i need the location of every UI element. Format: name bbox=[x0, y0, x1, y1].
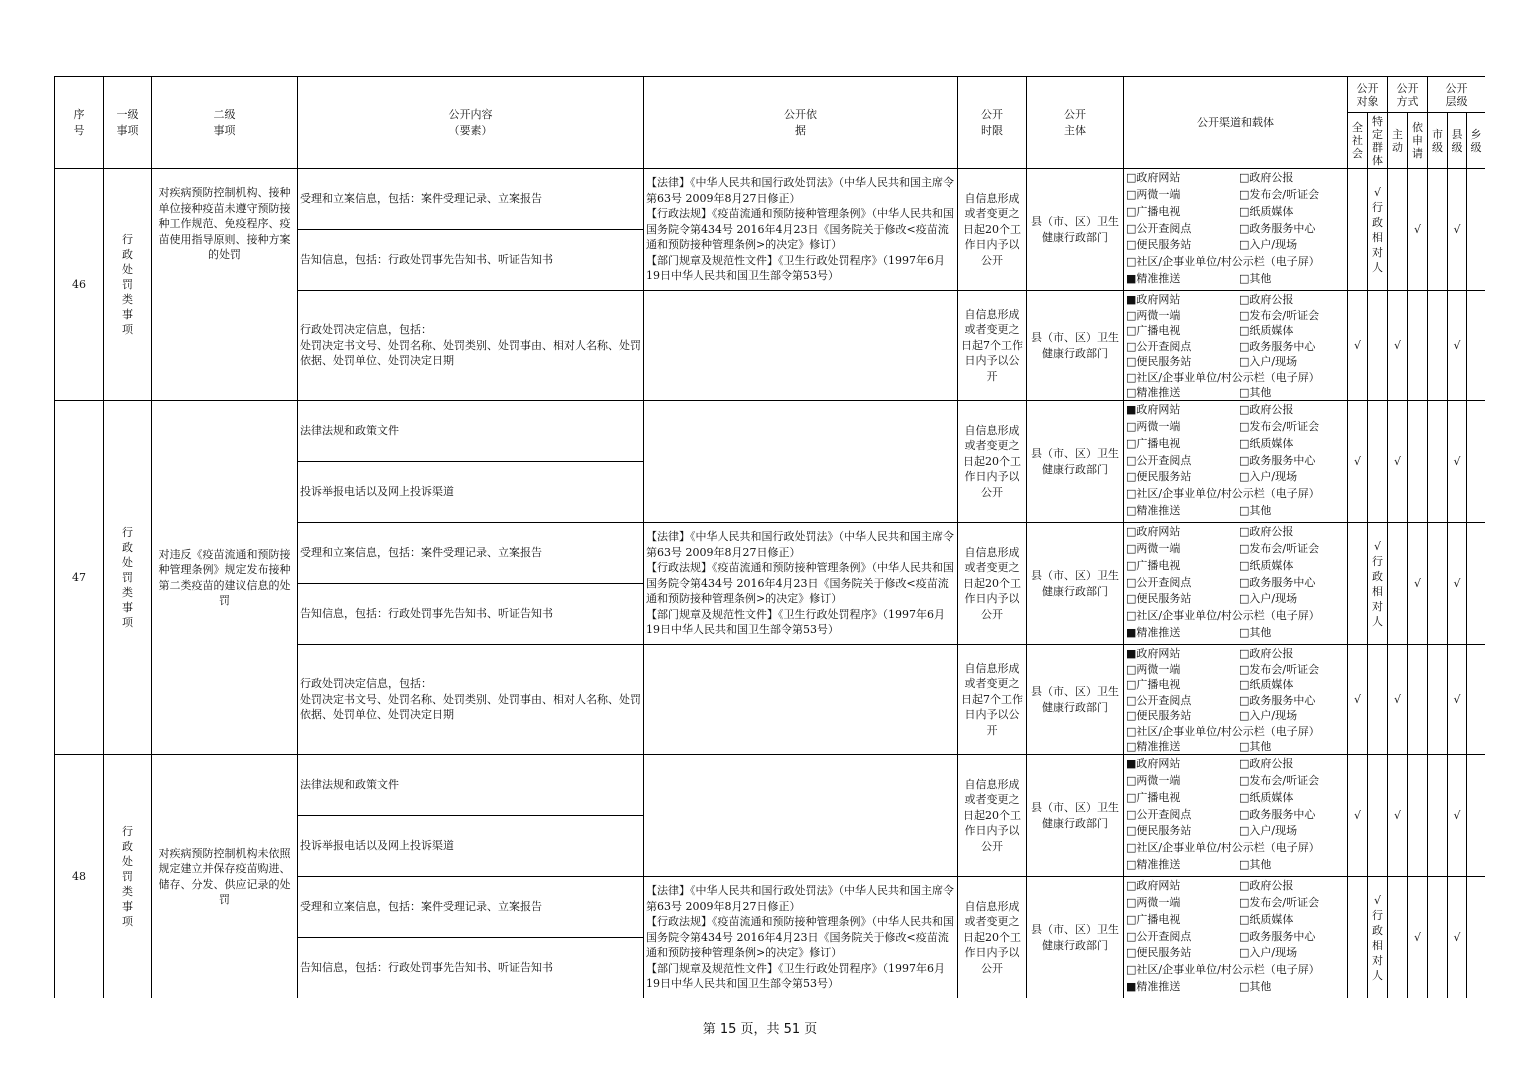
channel-option: □其他 bbox=[1239, 626, 1272, 640]
item-seq: 47 bbox=[55, 401, 104, 755]
deadline: 自信息形成或者变更之日起7个工作日内予以公开 bbox=[958, 291, 1027, 401]
level-county-mark: √ bbox=[1448, 169, 1467, 291]
target-all-mark bbox=[1348, 169, 1368, 291]
channel-option: □政务服务中心 bbox=[1239, 221, 1316, 235]
channel-option: □发布会/听证会 bbox=[1239, 541, 1320, 555]
channel-option: □便民服务站 bbox=[1126, 709, 1192, 722]
channel-option: □公开查阅点 bbox=[1126, 929, 1192, 943]
header-method-request: 依申请 bbox=[1408, 113, 1428, 169]
channel-option: □便民服务站 bbox=[1126, 592, 1192, 606]
method-active-mark bbox=[1388, 169, 1408, 291]
channel-option: □便民服务站 bbox=[1126, 238, 1192, 252]
channel-list bbox=[1124, 523, 1348, 645]
item-seq: 46 bbox=[55, 169, 104, 401]
channel-list bbox=[1124, 401, 1348, 523]
item-seq: 48 bbox=[55, 755, 104, 999]
channel-option: □精准推送 bbox=[1126, 858, 1181, 872]
header-level-town: 乡级 bbox=[1467, 113, 1486, 169]
channel-option: □纸质媒体 bbox=[1239, 324, 1294, 337]
level-town-mark bbox=[1467, 523, 1486, 645]
channel-option: □入户/现场 bbox=[1239, 946, 1298, 960]
channel-option: □政务服务中心 bbox=[1239, 807, 1316, 821]
method-request-mark bbox=[1408, 401, 1428, 523]
deadline: 自信息形成或者变更之日起20个工作日内予以公开 bbox=[958, 755, 1027, 877]
channel-option: ■精准推送 bbox=[1126, 980, 1181, 994]
target-specific-mark bbox=[1368, 523, 1388, 645]
item-category: 行政处罚类事项 bbox=[104, 401, 152, 755]
subject: 县（市、区）卫生健康行政部门 bbox=[1027, 877, 1124, 999]
channel-list bbox=[1124, 291, 1348, 401]
channel-option: □精准推送 bbox=[1126, 504, 1181, 518]
item-category: 行政处罚类事项 bbox=[104, 169, 152, 401]
header-method-group: 公开方式 bbox=[1388, 77, 1428, 113]
channel-list bbox=[1124, 755, 1348, 877]
channel-option: □政府公报 bbox=[1239, 403, 1294, 416]
channel-option: ■政府网站 bbox=[1126, 403, 1181, 416]
subject: 县（市、区）卫生健康行政部门 bbox=[1027, 755, 1124, 877]
channel-option: □政府网站 bbox=[1126, 525, 1181, 538]
channel-option: □政府公报 bbox=[1239, 879, 1294, 892]
check-mark: √ bbox=[1373, 893, 1381, 907]
channel-option: □广播电视 bbox=[1126, 678, 1181, 691]
content-law: 法律法规和政策文件 bbox=[298, 401, 644, 462]
channel-option: □其他 bbox=[1239, 386, 1272, 399]
item-category: 行政处罚类事项 bbox=[104, 755, 152, 999]
check-mark: √ bbox=[1373, 539, 1381, 553]
method-request-mark: √ bbox=[1408, 523, 1428, 645]
content-accept: 受理和立案信息，包括：案件受理记录、立案报告 bbox=[298, 523, 644, 584]
deadline: 自信息形成或者变更之日起20个工作日内予以公开 bbox=[958, 401, 1027, 523]
channel-option: □社区/企事业单位/村公示栏（电子屏） bbox=[1126, 487, 1320, 501]
channel-option: □政务服务中心 bbox=[1239, 575, 1316, 589]
channel-option: □发布会/听证会 bbox=[1239, 308, 1320, 322]
header-seq: 序号 bbox=[55, 77, 104, 169]
channel-option: □两微一端 bbox=[1126, 419, 1181, 433]
check-mark: √ bbox=[1373, 185, 1381, 199]
target-specific-mark bbox=[1368, 877, 1388, 999]
level-county-mark: √ bbox=[1448, 401, 1467, 523]
header-method-active: 主动 bbox=[1388, 113, 1408, 169]
content-accept: 受理和立案信息，包括：案件受理记录、立案报告 bbox=[298, 169, 644, 230]
deadline: 自信息形成或者变更之日起20个工作日内予以公开 bbox=[958, 169, 1027, 291]
channel-option: □政府公报 bbox=[1239, 525, 1294, 538]
channel-option: ■政府网站 bbox=[1126, 293, 1181, 306]
header-content: 公开内容（要素） bbox=[298, 77, 644, 169]
channel-option: □入户/现场 bbox=[1239, 824, 1298, 838]
channel-option: □入户/现场 bbox=[1239, 238, 1298, 252]
channel-option: □发布会/听证会 bbox=[1239, 419, 1320, 433]
item-name: 对疾病预防控制机构、接种单位接种疫苗未遵守预防接种工作规范、免疫程序、疫苗使用指导原则、接种方案的处罚 bbox=[152, 169, 298, 401]
subject: 县（市、区）卫生健康行政部门 bbox=[1027, 169, 1124, 291]
level-town-mark bbox=[1467, 291, 1486, 401]
channel-option: □两微一端 bbox=[1126, 773, 1181, 787]
content-complaint: 投诉举报电话以及网上投诉渠道 bbox=[298, 462, 644, 523]
channel-option: □精准推送 bbox=[1126, 386, 1181, 399]
target-all-mark: √ bbox=[1348, 645, 1368, 755]
method-active-mark: √ bbox=[1388, 645, 1408, 755]
channel-option: □社区/企事业单位/村公示栏（电子屏） bbox=[1126, 255, 1320, 269]
level-town-mark bbox=[1467, 401, 1486, 523]
channel-option: □政府公报 bbox=[1239, 293, 1294, 306]
level-county-mark: √ bbox=[1448, 523, 1467, 645]
level-town-mark bbox=[1467, 169, 1486, 291]
channel-option: □社区/企事业单位/村公示栏（电子屏） bbox=[1126, 963, 1320, 977]
item-name: 对违反《疫苗流通和预防接种管理条例》规定发布接种第二类疫苗的建议信息的处罚 bbox=[152, 401, 298, 755]
header-level-group: 公开层级 bbox=[1428, 77, 1486, 113]
content-decision: 行政处罚决定信息，包括： 处罚决定书文号、处罚名称、处罚类别、处罚事由、相对人名称、处罚依据、处罚单位、处罚决定日期 bbox=[298, 645, 644, 755]
channel-option: □纸质媒体 bbox=[1239, 558, 1294, 572]
channel-option: □入户/现场 bbox=[1239, 709, 1298, 722]
method-active-mark: √ bbox=[1388, 291, 1408, 401]
channel-option: ■政府网站 bbox=[1126, 757, 1181, 770]
empty-basis bbox=[644, 401, 958, 523]
channel-option: □广播电视 bbox=[1126, 324, 1181, 337]
method-active-mark bbox=[1388, 523, 1408, 645]
channel-option: □政府网站 bbox=[1126, 879, 1181, 892]
channel-option: □入户/现场 bbox=[1239, 592, 1298, 606]
channel-option: □两微一端 bbox=[1126, 187, 1181, 201]
subject: 县（市、区）卫生健康行政部门 bbox=[1027, 291, 1124, 401]
channel-option: □其他 bbox=[1239, 272, 1272, 286]
channel-option: □公开查阅点 bbox=[1126, 221, 1192, 235]
level-county-mark: √ bbox=[1448, 877, 1467, 999]
channel-option: □政务服务中心 bbox=[1239, 453, 1316, 467]
channel-option: □公开查阅点 bbox=[1126, 575, 1192, 589]
content-notice: 告知信息，包括：行政处罚事先告知书、听证告知书 bbox=[298, 584, 644, 645]
deadline: 自信息形成或者变更之日起20个工作日内予以公开 bbox=[958, 877, 1027, 999]
channel-option: □纸质媒体 bbox=[1239, 204, 1294, 218]
header-level1: 一级事项 bbox=[104, 77, 152, 169]
channel-option: □其他 bbox=[1239, 740, 1272, 753]
target-all-mark: √ bbox=[1348, 291, 1368, 401]
content-decision: 行政处罚决定信息，包括： 处罚决定书文号、处罚名称、处罚类别、处罚事由、相对人名称、处罚依据、处罚单位、处罚决定日期 bbox=[298, 291, 644, 401]
subject: 县（市、区）卫生健康行政部门 bbox=[1027, 645, 1124, 755]
channel-option: □社区/企事业单位/村公示栏（电子屏） bbox=[1126, 609, 1320, 623]
level-city-mark bbox=[1428, 645, 1448, 755]
header-target-all: 全社会 bbox=[1348, 113, 1368, 169]
channel-option: □政府网站 bbox=[1126, 171, 1181, 184]
channel-option: □发布会/听证会 bbox=[1239, 773, 1320, 787]
disclosure-table bbox=[54, 76, 1485, 998]
channel-option: □社区/企事业单位/村公示栏（电子屏） bbox=[1126, 370, 1320, 384]
target-specific-mark bbox=[1368, 291, 1388, 401]
channel-option: □入户/现场 bbox=[1239, 355, 1298, 368]
channel-option: □其他 bbox=[1239, 858, 1272, 872]
channel-option: □广播电视 bbox=[1126, 790, 1181, 804]
item-basis: 【法律】《中华人民共和国行政处罚法》（中华人民共和国主席令第63号 2009年8月27日修正） 【行政法规】《疫苗流通和预防接种管理条例》（中华人民共和国国务院令第434号 2016年4月23日《国务院关于修改<疫苗流通和预防接种管理条例>的决定》修订） 【部门规章及规范性文件】《卫生行政处罚程序》（1997年6月19日中华人民共和国卫生部令第53号） bbox=[644, 169, 958, 291]
channel-option: ■政府网站 bbox=[1126, 647, 1181, 660]
channel-option: □入户/现场 bbox=[1239, 470, 1298, 484]
level-county-mark: √ bbox=[1448, 645, 1467, 755]
channel-list bbox=[1124, 877, 1348, 999]
channel-option: □发布会/听证会 bbox=[1239, 895, 1320, 909]
channel-option: □政务服务中心 bbox=[1239, 693, 1316, 707]
empty-basis bbox=[644, 755, 958, 877]
channel-option: □便民服务站 bbox=[1126, 824, 1192, 838]
channel-option: □纸质媒体 bbox=[1239, 436, 1294, 450]
level-city-mark bbox=[1428, 169, 1448, 291]
channel-option: □便民服务站 bbox=[1126, 355, 1192, 368]
level-city-mark bbox=[1428, 291, 1448, 401]
page-footer: 第 15 页，共 51 页 bbox=[702, 1022, 818, 1037]
item-basis: 【法律】《中华人民共和国行政处罚法》（中华人民共和国主席令第63号 2009年8月27日修正） 【行政法规】《疫苗流通和预防接种管理条例》（中华人民共和国国务院令第434号 2016年4月23日《国务院关于修改<疫苗流通和预防接种管理条例>的决定》修订） 【部门规章及规范性文件】《卫生行政处罚程序》（1997年6月19日中华人民共和国卫生部令第53号） bbox=[644, 877, 958, 999]
channel-option: □公开查阅点 bbox=[1126, 807, 1192, 821]
content-accept: 受理和立案信息，包括：案件受理记录、立案报告 bbox=[298, 877, 644, 938]
method-request-mark bbox=[1408, 291, 1428, 401]
empty-basis bbox=[644, 291, 958, 401]
channel-option: ■精准推送 bbox=[1126, 626, 1181, 640]
channel-option: □精准推送 bbox=[1126, 740, 1181, 753]
method-request-mark: √ bbox=[1408, 169, 1428, 291]
level-county-mark: √ bbox=[1448, 291, 1467, 401]
content-complaint: 投诉举报电话以及网上投诉渠道 bbox=[298, 816, 644, 877]
header-subject: 公开主体 bbox=[1027, 77, 1124, 169]
channel-option: □广播电视 bbox=[1126, 912, 1181, 926]
level-town-mark bbox=[1467, 755, 1486, 877]
channel-option: ■精准推送 bbox=[1126, 272, 1181, 286]
channel-option: □纸质媒体 bbox=[1239, 678, 1294, 691]
channel-option: □广播电视 bbox=[1126, 204, 1181, 218]
header-level-city: 市级 bbox=[1428, 113, 1448, 169]
channel-option: □广播电视 bbox=[1126, 558, 1181, 572]
channel-option: □两微一端 bbox=[1126, 541, 1181, 555]
method-active-mark: √ bbox=[1388, 755, 1408, 877]
item-name: 对疾病预防控制机构未依照规定建立并保存疫苗购进、储存、分发、供应记录的处罚 bbox=[152, 755, 298, 999]
specific-target-label: 行政相对人 bbox=[1372, 200, 1383, 274]
header-level2: 二级事项 bbox=[152, 77, 298, 169]
channel-option: □政府公报 bbox=[1239, 757, 1294, 770]
level-city-mark bbox=[1428, 523, 1448, 645]
method-request-mark bbox=[1408, 645, 1428, 755]
channel-option: □发布会/听证会 bbox=[1239, 662, 1320, 676]
level-city-mark bbox=[1428, 755, 1448, 877]
method-active-mark bbox=[1388, 877, 1408, 999]
channel-option: □社区/企事业单位/村公示栏（电子屏） bbox=[1126, 841, 1320, 855]
specific-target-label: 行政相对人 bbox=[1372, 908, 1383, 982]
channel-option: □政府公报 bbox=[1239, 171, 1294, 184]
channel-option: □纸质媒体 bbox=[1239, 790, 1294, 804]
channel-option: □公开查阅点 bbox=[1126, 339, 1192, 353]
channel-option: □其他 bbox=[1239, 980, 1272, 994]
empty-basis bbox=[644, 645, 958, 755]
content-law: 法律法规和政策文件 bbox=[298, 755, 644, 816]
table-row bbox=[55, 755, 1486, 816]
channel-option: □纸质媒体 bbox=[1239, 912, 1294, 926]
method-request-mark bbox=[1408, 755, 1428, 877]
header-basis: 公开依据 bbox=[644, 77, 958, 169]
level-town-mark bbox=[1467, 645, 1486, 755]
content-notice: 告知信息，包括：行政处罚事先告知书、听证告知书 bbox=[298, 230, 644, 291]
channel-option: □广播电视 bbox=[1126, 436, 1181, 450]
target-specific-mark bbox=[1368, 645, 1388, 755]
target-all-mark bbox=[1348, 877, 1368, 999]
content-notice: 告知信息，包括：行政处罚事先告知书、听证告知书 bbox=[298, 938, 644, 999]
channel-option: □公开查阅点 bbox=[1126, 453, 1192, 467]
deadline: 自信息形成或者变更之日起7个工作日内予以公开 bbox=[958, 645, 1027, 755]
table-row bbox=[55, 401, 1486, 462]
deadline: 自信息形成或者变更之日起20个工作日内予以公开 bbox=[958, 523, 1027, 645]
method-request-mark: √ bbox=[1408, 877, 1428, 999]
target-all-mark: √ bbox=[1348, 401, 1368, 523]
header-channel: 公开渠道和载体 bbox=[1124, 77, 1348, 169]
header-level-county: 县级 bbox=[1448, 113, 1467, 169]
channel-option: □发布会/听证会 bbox=[1239, 187, 1320, 201]
channel-option: □其他 bbox=[1239, 504, 1272, 518]
channel-list bbox=[1124, 645, 1348, 755]
target-specific-mark bbox=[1368, 169, 1388, 291]
target-specific-mark bbox=[1368, 755, 1388, 877]
level-county-mark: √ bbox=[1448, 755, 1467, 877]
subject: 县（市、区）卫生健康行政部门 bbox=[1027, 523, 1124, 645]
header-deadline: 公开时限 bbox=[958, 77, 1027, 169]
header-target-group: 公开对象 bbox=[1348, 77, 1388, 113]
channel-option: □两微一端 bbox=[1126, 308, 1181, 322]
channel-option: □两微一端 bbox=[1126, 662, 1181, 676]
target-all-mark: √ bbox=[1348, 755, 1368, 877]
target-all-mark bbox=[1348, 523, 1368, 645]
channel-option: □两微一端 bbox=[1126, 895, 1181, 909]
table-row bbox=[55, 169, 1486, 230]
target-specific-mark bbox=[1368, 401, 1388, 523]
level-city-mark bbox=[1428, 401, 1448, 523]
channel-option: □便民服务站 bbox=[1126, 946, 1192, 960]
item-basis: 【法律】《中华人民共和国行政处罚法》（中华人民共和国主席令第63号 2009年8月27日修正） 【行政法规】《疫苗流通和预防接种管理条例》（中华人民共和国国务院令第434号 2016年4月23日《国务院关于修改<疫苗流通和预防接种管理条例>的决定》修订） 【部门规章及规范性文件】《卫生行政处罚程序》（1997年6月19日中华人民共和国卫生部令第53号） bbox=[644, 523, 958, 645]
channel-option: □政务服务中心 bbox=[1239, 339, 1316, 353]
channel-option: □公开查阅点 bbox=[1126, 693, 1192, 707]
subject: 县（市、区）卫生健康行政部门 bbox=[1027, 401, 1124, 523]
level-city-mark bbox=[1428, 877, 1448, 999]
channel-option: □社区/企事业单位/村公示栏（电子屏） bbox=[1126, 724, 1320, 738]
channel-option: □政府公报 bbox=[1239, 647, 1294, 660]
specific-target-label: 行政相对人 bbox=[1372, 554, 1383, 628]
channel-list bbox=[1124, 169, 1348, 291]
channel-option: □便民服务站 bbox=[1126, 470, 1192, 484]
level-town-mark bbox=[1467, 877, 1486, 999]
method-active-mark: √ bbox=[1388, 401, 1408, 523]
header-target-specific: 特定群体 bbox=[1368, 113, 1388, 169]
disclosure-table-sheet bbox=[54, 76, 1485, 998]
channel-option: □政务服务中心 bbox=[1239, 929, 1316, 943]
